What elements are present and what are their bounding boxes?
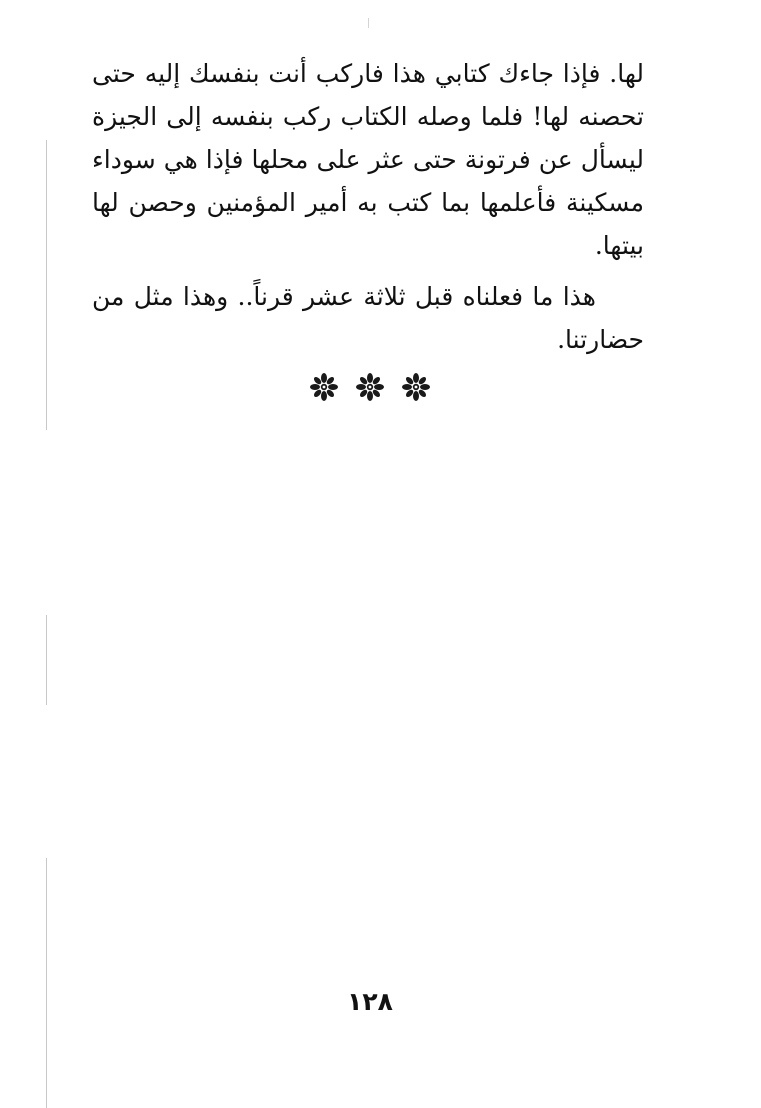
flower-ornament-icon xyxy=(402,373,430,401)
body-text xyxy=(92,52,644,361)
flower-ornament-icon xyxy=(310,373,338,401)
scan-margin-line xyxy=(46,858,47,1108)
page-number: ١٢٨ xyxy=(347,987,393,1016)
flower-ornament-icon xyxy=(356,373,384,401)
paragraph-2: هذا ما فعلناه قبل ثلاثة عشر قرناً.. وهذا مثل من حضارتنا. xyxy=(92,282,644,354)
scan-margin-line xyxy=(46,615,47,705)
paragraph-1: لها. فإذا جاءك كتابي هذا فاركب أنت بنفسك إليه حتى تحصنه لها! فلما وصله الكتاب ركب بنفسه إلى الجيزة ليسأل عن فرتونة حتى عثر على محلها فإذا هي سوداء مسكينة فأعلمها بما كتب به أمير المؤمنين وحصن لها بيتها. xyxy=(92,59,644,260)
section-divider xyxy=(310,372,430,402)
scan-margin-line xyxy=(46,140,47,430)
scan-mark xyxy=(368,18,369,28)
